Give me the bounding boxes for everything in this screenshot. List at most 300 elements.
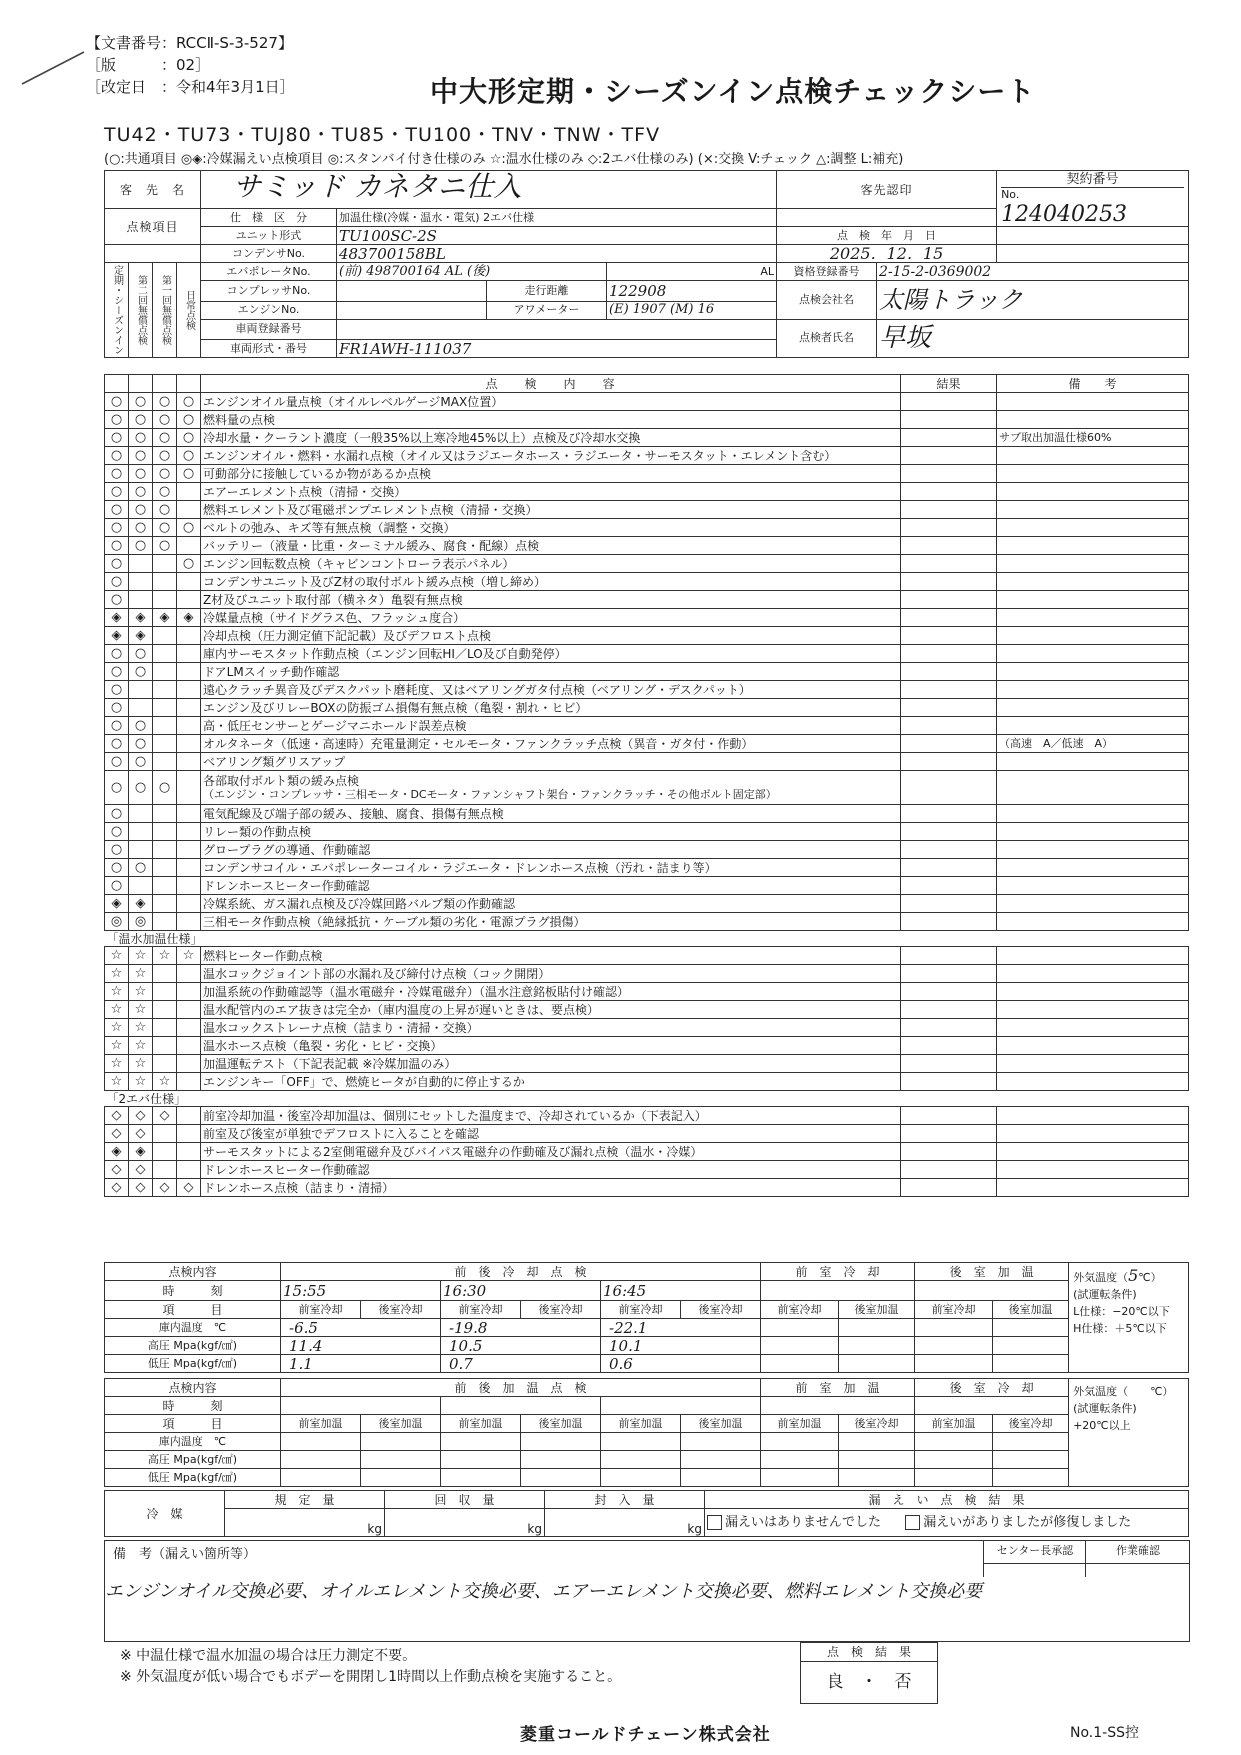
check-item-text: サーモスタットによる2室側電磁弁及びバイパス電磁弁の作動確及び漏れ点検（温水・冷媒） [201, 1143, 901, 1161]
condenser-label: コンデンサNo. [201, 245, 337, 263]
checklist-row [105, 393, 1189, 411]
cooling-time-2[interactable]: 16:30 [441, 1281, 601, 1301]
check-result-cell[interactable] [901, 627, 997, 645]
vehicle-type-value[interactable]: FR1AWH-111037 [337, 340, 777, 358]
ev-2-mark-4 [177, 1143, 201, 1161]
hw-3-mark-4 [177, 1001, 201, 1019]
check-remarks-cell[interactable] [997, 983, 1189, 1001]
check-item-text: エンジンオイル量点検（オイルレベルゲージMAX位置） [201, 393, 901, 411]
check-remarks-cell[interactable] [997, 1107, 1189, 1125]
check-remarks-cell[interactable] [997, 841, 1189, 859]
item-27-mark-2: ◈ [129, 895, 153, 913]
hw-6-mark-1: ☆ [105, 1055, 129, 1073]
item-26-mark-3 [153, 877, 177, 895]
refrigerant-spec-label: 規 定 量 [225, 1491, 385, 1509]
ev-3-mark-2: ◇ [129, 1161, 153, 1179]
checklist-row [105, 1073, 1189, 1091]
item-16-mark-4 [177, 681, 201, 699]
check-result-cell[interactable] [901, 947, 997, 965]
item-4-mark-3: ○ [153, 465, 177, 483]
check-result-cell[interactable] [901, 483, 997, 501]
refrigerant-charged-unit[interactable]: kg [545, 1509, 705, 1537]
check-item-text: 庫内サーモスタット作動点検（エンジン回転HI／LO及び自動発停） [201, 645, 901, 663]
check-result-cell[interactable] [901, 537, 997, 555]
heating-col-9: 前室加温 [915, 1415, 993, 1433]
mileage-value[interactable]: 122908 [607, 281, 777, 302]
engine-label: エンジンNo. [201, 301, 337, 319]
heating-content-label: 点検内容 [105, 1379, 281, 1397]
ev-3-mark-1: ◇ [105, 1161, 129, 1179]
hw-0-mark-2: ☆ [129, 947, 153, 965]
check-item-text: 温水コックストレーナ点検（詰まり・清掃・交換） [201, 1019, 901, 1037]
check-remarks-cell[interactable] [997, 877, 1189, 895]
item-6-mark-3: ○ [153, 501, 177, 519]
customer-field[interactable] [201, 171, 777, 209]
check-remarks-cell[interactable] [997, 1055, 1189, 1073]
checklist-row [105, 841, 1189, 859]
item-27-mark-3 [153, 895, 177, 913]
hw-5-mark-1: ☆ [105, 1037, 129, 1055]
item-0-mark-2: ○ [129, 393, 153, 411]
cooling-col-1: 前室冷却 [281, 1301, 361, 1319]
check-remarks-cell[interactable] [997, 645, 1189, 663]
check-result-cell[interactable] [901, 805, 997, 823]
item-11-mark-2 [129, 591, 153, 609]
hw-7-mark-2: ☆ [129, 1073, 153, 1091]
customer-confirm-label: 客先認印 [777, 171, 997, 209]
check-remarks-cell[interactable] [997, 465, 1189, 483]
item-10-mark-1: ○ [105, 573, 129, 591]
hw-1-mark-1: ☆ [105, 965, 129, 983]
check-result-cell[interactable] [901, 501, 997, 519]
hw-3-mark-2: ☆ [129, 1001, 153, 1019]
item-15-mark-1: ○ [105, 663, 129, 681]
vehicle-type-label: 車両形式・番号 [201, 340, 337, 358]
refrigerant-recovered-label: 回 収 量 [385, 1491, 545, 1509]
hw-0-mark-3: ☆ [153, 947, 177, 965]
item-1-mark-3: ○ [153, 411, 177, 429]
cooling-high-1[interactable]: 11.4 [281, 1337, 441, 1355]
work-confirm-stamp[interactable] [1085, 1563, 1190, 1577]
check-item-text: 前室冷却加温・後室冷却加温は、個別にセットした温度まで、冷却されているか（下表記入） [201, 1107, 901, 1125]
check-result-cell[interactable] [901, 1125, 997, 1143]
item-26-mark-1: ○ [105, 877, 129, 895]
cooling-time-1[interactable]: 15:55 [281, 1281, 441, 1301]
no-leak-checkbox[interactable] [707, 1515, 722, 1530]
check-result-cell[interactable] [901, 1073, 997, 1091]
check-result-cell[interactable] [901, 1107, 997, 1125]
item-0-mark-4: ○ [177, 393, 201, 411]
ev-4-mark-1: ◇ [105, 1179, 129, 1197]
item-14-mark-2: ○ [129, 645, 153, 663]
item-17-mark-1: ○ [105, 699, 129, 717]
center-approval-label: センター長承認 [983, 1541, 1086, 1564]
refrigerant-spec-unit[interactable]: kg [225, 1509, 385, 1537]
check-result-cell[interactable] [901, 1179, 997, 1197]
checklist-row [105, 609, 1189, 627]
check-remarks-cell[interactable] [997, 1019, 1189, 1037]
item-23-mark-2 [129, 823, 153, 841]
item-12-mark-2: ◈ [129, 609, 153, 627]
check-item-text: 加温運転テスト（下記表記載 ※冷媒加温のみ） [201, 1055, 901, 1073]
hw-3-mark-3 [153, 1001, 177, 1019]
check-item-text: オルタネータ（低速・高速時）充電量測定・セルモータ・ファンクラッチ点検（異音・ガタ付・作動） [201, 735, 901, 753]
hw-3-mark-1: ☆ [105, 1001, 129, 1019]
check-result-cell[interactable] [901, 965, 997, 983]
checklist-row [105, 555, 1189, 573]
ev-2-mark-2: ◈ [129, 1143, 153, 1161]
leak-result-label: 漏 え い 点 検 結 果 [705, 1491, 1189, 1509]
checklist-row [105, 859, 1189, 877]
check-remarks-cell[interactable] [997, 1037, 1189, 1055]
cooling-col-6: 後室冷却 [681, 1301, 761, 1319]
check-result-cell[interactable] [901, 429, 997, 447]
cooling-high-3[interactable]: 10.1 [601, 1337, 761, 1355]
hw-4-mark-2: ☆ [129, 1019, 153, 1037]
heating-cond2: +20℃以上 [1073, 1419, 1131, 1432]
item-2-mark-3: ○ [153, 429, 177, 447]
hw-2-mark-2: ☆ [129, 983, 153, 1001]
item-23-mark-3 [153, 823, 177, 841]
check-remarks-cell[interactable] [997, 555, 1189, 573]
check-item-text: エンジン回転数点検（キャビンコントローラ表示パネル） [201, 555, 901, 573]
result-value[interactable]: 良 ・ 否 [826, 1672, 912, 1692]
cooling-temp-1[interactable]: -6.5 [281, 1319, 441, 1337]
item-20-mark-1: ○ [105, 753, 129, 771]
evap-label: エバポレータNo. [201, 263, 337, 281]
edition: ［版 ：02］ [86, 56, 211, 74]
check-item-text: 可動部分に接触しているか物があるか点検 [201, 465, 901, 483]
check-remarks-cell[interactable] [997, 1143, 1189, 1161]
contract-value[interactable]: 124040253 [1001, 202, 1128, 227]
ev-1-mark-4 [177, 1125, 201, 1143]
item-14-mark-4 [177, 645, 201, 663]
item-1-mark-2: ○ [129, 411, 153, 429]
item-1-mark-4: ○ [177, 411, 201, 429]
item-7-mark-2: ○ [129, 519, 153, 537]
contract-prefix: No. [1001, 188, 1020, 201]
check-remarks-cell[interactable] [997, 1179, 1189, 1197]
item-4-mark-4: ○ [177, 465, 201, 483]
check-remarks-cell[interactable]: サブ取出加温仕様60% [997, 429, 1189, 447]
check-result-cell[interactable] [901, 573, 997, 591]
check-result-cell[interactable] [901, 717, 997, 735]
item-27-mark-1: ◈ [105, 895, 129, 913]
checklist-row [105, 699, 1189, 717]
item-17-mark-2 [129, 699, 153, 717]
check-result-cell[interactable] [901, 753, 997, 771]
item-26-mark-2 [129, 877, 153, 895]
item-8-mark-2: ○ [129, 537, 153, 555]
check-remarks-cell[interactable] [997, 699, 1189, 717]
cooling-temp-3[interactable]: -22.1 [601, 1319, 761, 1337]
company-name: 菱重コールドチェーン株式会社 [520, 1725, 771, 1745]
item-24-mark-1: ○ [105, 841, 129, 859]
cooling-col-4: 後室冷却 [521, 1301, 601, 1319]
check-remarks-cell[interactable] [997, 771, 1189, 805]
hw-2-mark-1: ☆ [105, 983, 129, 1001]
checklist-row [105, 645, 1189, 663]
check-result-cell[interactable] [901, 519, 997, 537]
refrigerant-label: 冷 媒 [105, 1491, 225, 1537]
item-14-mark-3 [153, 645, 177, 663]
check-remarks-cell[interactable] [997, 537, 1189, 555]
company-value[interactable]: 太陽トラック [877, 281, 1189, 320]
check-result-cell[interactable] [901, 771, 997, 805]
check-item-text: 温水ホース点検（亀裂・劣化・ヒビ・交換） [201, 1037, 901, 1055]
check-remarks-cell[interactable] [997, 393, 1189, 411]
item-21-mark-2: ○ [129, 771, 153, 805]
check-result-cell[interactable] [901, 1161, 997, 1179]
item-27-mark-4 [177, 895, 201, 913]
checklist-row [105, 681, 1189, 699]
condenser-value[interactable]: 483700158BL [337, 245, 777, 263]
check-item-text: コンデンサユニット及びZ材の取付ボルト緩み点検（増し締め） [201, 573, 901, 591]
item-25-mark-1: ○ [105, 859, 129, 877]
heating-col-4: 後室加温 [521, 1415, 601, 1433]
ev-0-mark-2: ◇ [129, 1107, 153, 1125]
check-remarks-cell[interactable] [997, 681, 1189, 699]
check-remarks-cell[interactable] [997, 753, 1189, 771]
heating-group-rear: 後 室 冷 却 [915, 1379, 1069, 1397]
check-remarks-cell[interactable] [997, 823, 1189, 841]
center-approval-stamp[interactable] [983, 1563, 1086, 1577]
customer-value: サミッド カネタニ仕入 [233, 170, 522, 203]
check-item-text: 冷媒系統、ガス漏れ点検及び冷媒回路バルブ類の作動確認 [201, 895, 901, 913]
remarks-value[interactable]: エンジンオイル交換必要、オイルエレメント交換必要、エアーエレメント交換必要、燃料エレメント交換必要 [105, 1581, 983, 1602]
check-remarks-cell[interactable] [997, 1001, 1189, 1019]
check-item-text: 加温系統の作動確認等（温水電磁弁・冷媒電磁弁）（温水注意銘板貼付け確認） [201, 983, 901, 1001]
ev-3-mark-4 [177, 1161, 201, 1179]
hourmeter-value[interactable]: (E) 1907 (M) 16 [607, 301, 777, 319]
check-remarks-cell[interactable] [997, 663, 1189, 681]
item-20-mark-3 [153, 753, 177, 771]
cooling-temp-2[interactable]: -19.8 [441, 1319, 601, 1337]
cooling-time-label: 時 刻 [105, 1281, 281, 1301]
col-remarks-label: 備 考 [997, 375, 1189, 393]
check-result-cell[interactable] [901, 1143, 997, 1161]
checklist-row [105, 519, 1189, 537]
cooling-low-3[interactable]: 0.6 [601, 1355, 761, 1373]
check-result-cell[interactable] [901, 699, 997, 717]
heating-col-8: 後室冷却 [839, 1415, 915, 1433]
item-17-mark-4 [177, 699, 201, 717]
remarks-box [104, 1540, 1190, 1642]
hw-1-mark-3 [153, 965, 177, 983]
col-first-free-label: 第一回無償点検 [153, 263, 177, 358]
contract-label: 契約番号 [1001, 173, 1184, 188]
revision-date: ［改定日 ：令和4年3月1日］ [86, 78, 295, 96]
item-28-mark-4 [177, 913, 201, 931]
check-result-cell[interactable] [901, 645, 997, 663]
hw-4-mark-1: ☆ [105, 1019, 129, 1037]
check-result-cell[interactable] [901, 859, 997, 877]
check-result-cell[interactable] [901, 591, 997, 609]
check-result-cell[interactable] [901, 841, 997, 859]
check-result-cell[interactable] [901, 913, 997, 931]
inspection-items-label: 点検項目 [105, 209, 201, 245]
check-remarks-cell[interactable] [997, 591, 1189, 609]
col-content-label: 点 検 内 容 [201, 375, 901, 393]
heating-table [104, 1378, 1189, 1487]
checklist-row [105, 501, 1189, 519]
checklist-row [105, 717, 1189, 735]
col-result-label: 結果 [901, 375, 997, 393]
check-item-text: バッテリー（液量・比重・ターミナル緩み、腐食・配線）点検 [201, 537, 901, 555]
cooling-low-2[interactable]: 0.7 [441, 1355, 601, 1373]
cooling-time-3[interactable]: 16:45 [601, 1281, 761, 1301]
item-18-mark-2: ○ [129, 717, 153, 735]
item-11-mark-4 [177, 591, 201, 609]
item-2-mark-2: ○ [129, 429, 153, 447]
checklist-row [105, 465, 1189, 483]
cooling-high-label: 高圧 Mpa(kgf/㎠) [105, 1337, 281, 1355]
check-remarks-cell[interactable] [997, 627, 1189, 645]
check-result-cell[interactable] [901, 609, 997, 627]
check-remarks-cell[interactable] [997, 483, 1189, 501]
cooling-high-2[interactable]: 10.5 [441, 1337, 601, 1355]
check-result-cell[interactable] [901, 735, 997, 753]
hw-7-mark-1: ☆ [105, 1073, 129, 1091]
cert-value[interactable]: 2-15-2-0369002 [877, 263, 1189, 281]
check-remarks-cell[interactable] [997, 609, 1189, 627]
refrigerant-charged-label: 封 入 量 [545, 1491, 705, 1509]
check-result-cell[interactable] [901, 681, 997, 699]
item-19-mark-4 [177, 735, 201, 753]
unit-value[interactable]: TU100SC-2S [337, 227, 777, 245]
item-25-mark-3 [153, 859, 177, 877]
refrigerant-recovered-unit[interactable]: kg [385, 1509, 545, 1537]
check-item-text: 電気配線及び端子部の緩み、接触、腐食、損傷有無点検 [201, 805, 901, 823]
checklist-row [105, 1179, 1189, 1197]
checklist-row [105, 983, 1189, 1001]
ev-2-mark-1: ◈ [105, 1143, 129, 1161]
check-remarks-cell[interactable] [997, 1073, 1189, 1091]
check-remarks-cell[interactable] [997, 913, 1189, 931]
leak-repaired-checkbox[interactable] [905, 1515, 920, 1530]
check-remarks-cell[interactable] [997, 447, 1189, 465]
checklist-row [105, 573, 1189, 591]
item-28-mark-3 [153, 913, 177, 931]
pencil-stroke-icon [20, 48, 90, 88]
inspector-label: 点検者氏名 [777, 319, 877, 358]
item-10-mark-3 [153, 573, 177, 591]
check-item-text: 冷却点検（圧力測定値下記記載）及びデフロスト点検 [201, 627, 901, 645]
cooling-temp-label: 庫内温度 ℃ [105, 1319, 281, 1337]
item-9-mark-2 [129, 555, 153, 573]
item-23-mark-1: ○ [105, 823, 129, 841]
check-result-cell[interactable] [901, 1037, 997, 1055]
check-remarks-cell[interactable] [997, 717, 1189, 735]
item-15-mark-2: ○ [129, 663, 153, 681]
check-item-text: 各部取付ボルト類の緩み点検 （エンジン・コンプレッサ・三相モータ・DCモータ・ファンシャフト架台・ファンクラッチ・その他ボルト固定部） [201, 771, 901, 805]
item-5-mark-1: ○ [105, 483, 129, 501]
checklist-row [105, 1019, 1189, 1037]
check-remarks-cell[interactable] [997, 859, 1189, 877]
item-3-mark-2: ○ [129, 447, 153, 465]
remarks-label: 備 考（漏えい箇所等） [113, 1547, 257, 1562]
model-list: TU42・TU73・TUJ80・TU85・TU100・TNV・TNW・TFV [104, 124, 661, 146]
item-24-mark-2 [129, 841, 153, 859]
cooling-low-1[interactable]: 1.1 [281, 1355, 441, 1373]
check-result-cell[interactable] [901, 411, 997, 429]
check-result-cell[interactable] [901, 393, 997, 411]
inspector-value[interactable]: 早坂 [877, 319, 1189, 358]
item-0-mark-1: ○ [105, 393, 129, 411]
check-remarks-cell[interactable] [997, 1125, 1189, 1143]
item-13-mark-4 [177, 627, 201, 645]
check-remarks-cell[interactable] [997, 573, 1189, 591]
refrigerant-table [104, 1490, 1189, 1537]
item-2-mark-4: ○ [177, 429, 201, 447]
check-result-cell[interactable] [901, 555, 997, 573]
item-21-mark-1: ○ [105, 771, 129, 805]
item-18-mark-4 [177, 717, 201, 735]
item-17-mark-3 [153, 699, 177, 717]
checklist-row [105, 591, 1189, 609]
checklist-row [105, 823, 1189, 841]
spec-label: 仕 様 区 分 [201, 209, 337, 227]
check-remarks-cell[interactable] [997, 501, 1189, 519]
check-result-cell[interactable] [901, 823, 997, 841]
cooling-col-9: 前室冷却 [915, 1301, 993, 1319]
check-remarks-cell[interactable]: （高速 A／低速 A） [997, 735, 1189, 753]
check-result-cell[interactable] [901, 877, 997, 895]
unit-label: ユニット形式 [201, 227, 337, 245]
checklist-row [105, 1125, 1189, 1143]
hw-5-mark-4 [177, 1037, 201, 1055]
item-4-mark-1: ○ [105, 465, 129, 483]
item-23-mark-4 [177, 823, 201, 841]
hw-7-mark-4 [177, 1073, 201, 1091]
item-11-mark-1: ○ [105, 591, 129, 609]
check-remarks-cell[interactable] [997, 965, 1189, 983]
heating-col-2: 後室加温 [361, 1415, 441, 1433]
date-value[interactable]: 2025．12．15 [777, 245, 997, 263]
check-result-cell[interactable] [901, 663, 997, 681]
check-result-cell[interactable] [901, 447, 997, 465]
check-remarks-cell[interactable] [997, 1161, 1189, 1179]
col-second-free-label: 第二回無償点検 [129, 263, 153, 358]
check-result-cell[interactable] [901, 1055, 997, 1073]
check-remarks-cell[interactable] [997, 895, 1189, 913]
check-result-cell[interactable] [901, 983, 997, 1001]
ev-1-mark-1: ◇ [105, 1125, 129, 1143]
item-18-mark-1: ○ [105, 717, 129, 735]
check-remarks-cell[interactable] [997, 519, 1189, 537]
cooling-col-10: 後室加温 [993, 1301, 1069, 1319]
check-result-cell[interactable] [901, 1001, 997, 1019]
item-6-mark-2: ○ [129, 501, 153, 519]
check-remarks-cell[interactable] [997, 411, 1189, 429]
check-remarks-cell[interactable] [997, 805, 1189, 823]
check-item-text: 冷媒量点検（サイドグラス色、フラッシュ度合） [201, 609, 901, 627]
check-result-cell[interactable] [901, 1019, 997, 1037]
ev-4-mark-4: ◇ [177, 1179, 201, 1197]
footer-note-1: ※ 中温仕様で温水加温の場合は圧力測定不要。 [120, 1648, 417, 1664]
item-9-mark-1: ○ [105, 555, 129, 573]
item-26-mark-4 [177, 877, 201, 895]
check-result-cell[interactable] [901, 895, 997, 913]
check-result-cell[interactable] [901, 465, 997, 483]
result-label: 点 検 結 果 [801, 1643, 937, 1662]
hw-5-mark-2: ☆ [129, 1037, 153, 1055]
item-18-mark-3 [153, 717, 177, 735]
check-item-text: Z材及びユニット取付部（横ネタ）亀裂有無点検 [201, 591, 901, 609]
evap-value[interactable]: (前) 498700164 AL (後) [337, 263, 607, 281]
check-item-text: 燃料量の点検 [201, 411, 901, 429]
check-remarks-cell[interactable] [997, 947, 1189, 965]
